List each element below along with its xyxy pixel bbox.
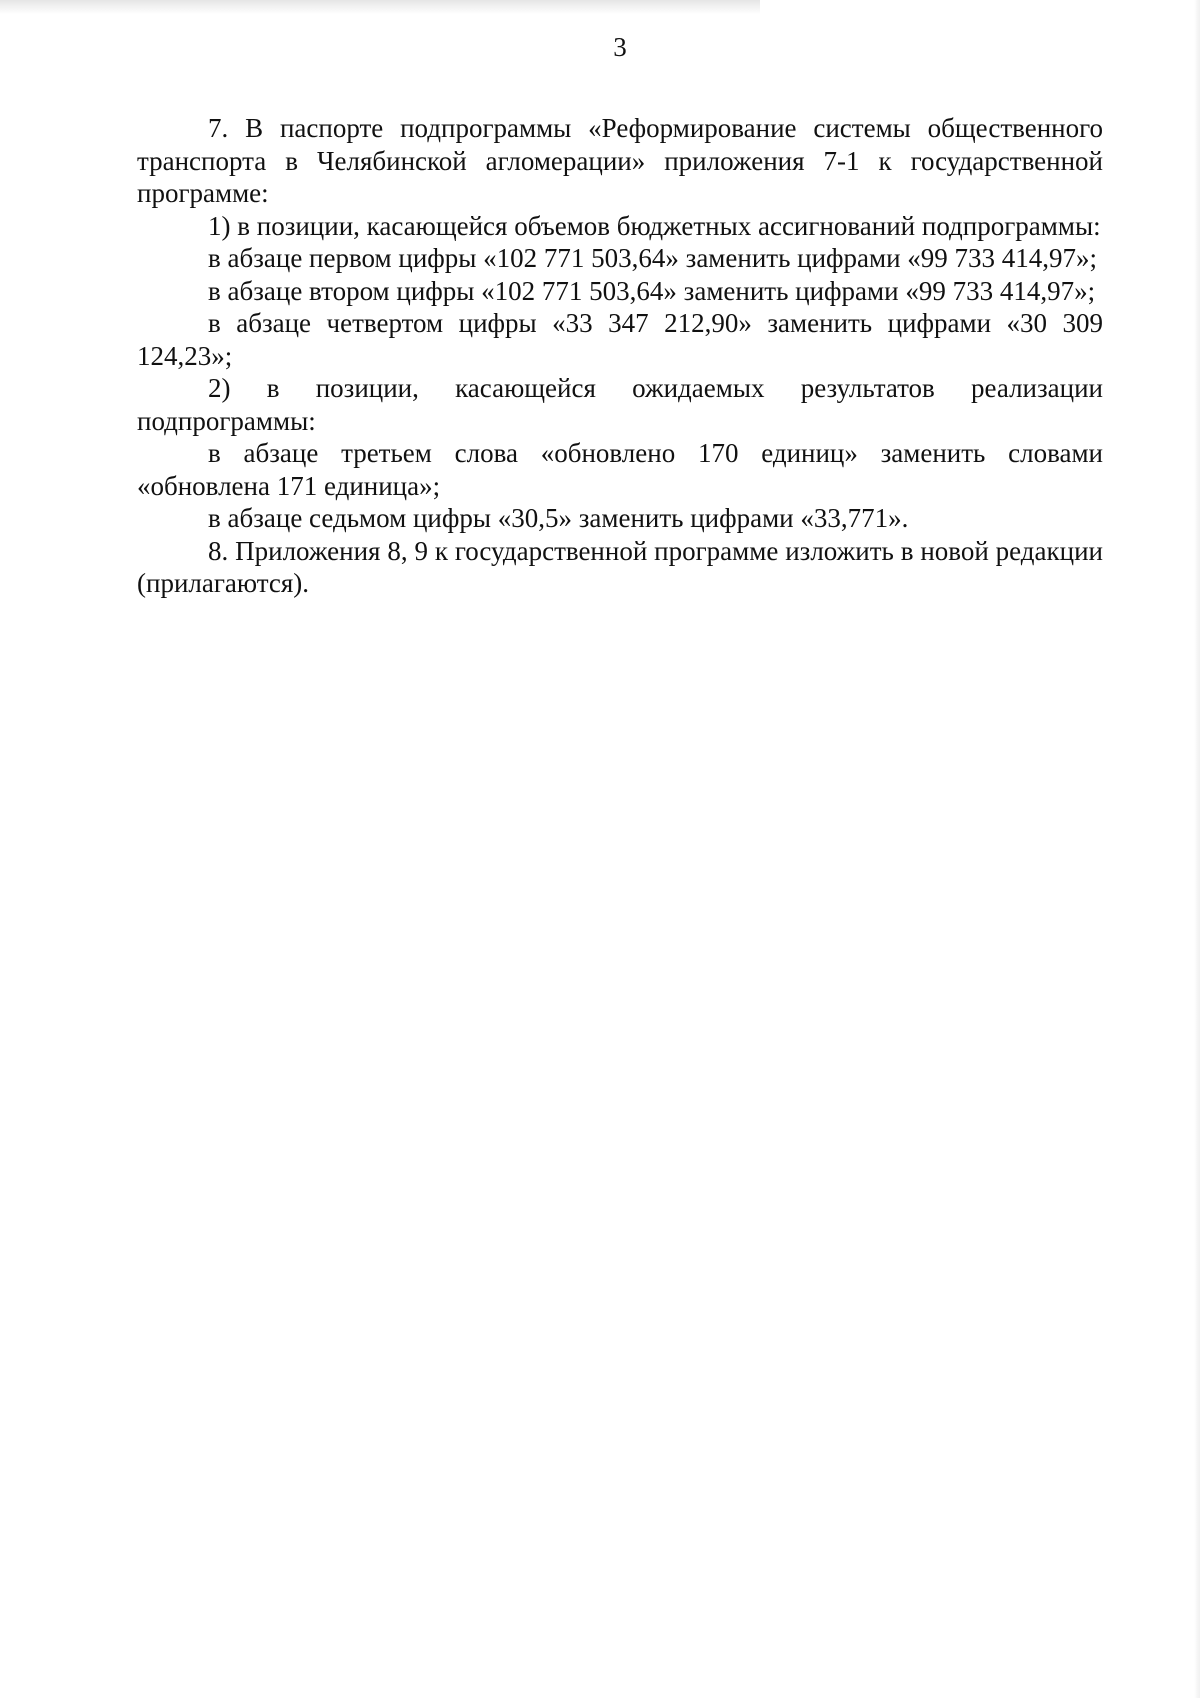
paragraph-subitem-2: 2) в позиции, касающейся ожидаемых результатов реализации подпрограммы: [137, 373, 1103, 436]
paragraph-amendment-fourth: в абзаце четвертом цифры «33 347 212,90» заменить цифрами «30 309 124,23»; [137, 308, 1103, 371]
paragraph-item-8: 8. Приложения 8, 9 к государственной программе изложить в новой редакции (прилагаются). [137, 535, 1103, 598]
scan-shadow-right [1194, 0, 1200, 1698]
scan-shadow-top [0, 0, 760, 14]
page-number: 3 [613, 32, 627, 62]
document-body [137, 112, 1103, 600]
paragraph-amendment-third: в абзаце третьем слова «обновлено 170 единиц» заменить словами «обновлена 171 единица»; [137, 438, 1103, 501]
paragraph-amendment-second: в абзаце втором цифры «102 771 503,64» заменить цифрами «99 733 414,97»; [208, 275, 1096, 306]
paragraph-item-7: 7. В паспорте подпрограммы «Реформирование системы общественного транспорта в Челябинской агломерации» приложения 7-1 к государственной программе: [137, 113, 1103, 208]
paragraph-subitem-1: 1) в позиции, касающейся объемов бюджетных ассигнований подпрограммы: [208, 210, 1101, 241]
paragraph-amendment-first: в абзаце первом цифры «102 771 503,64» заменить цифрами «99 733 414,97»; [208, 243, 1098, 273]
paragraph-amendment-seventh: в абзаце седьмом цифры «30,5» заменить цифрами «33,771». [208, 503, 909, 533]
